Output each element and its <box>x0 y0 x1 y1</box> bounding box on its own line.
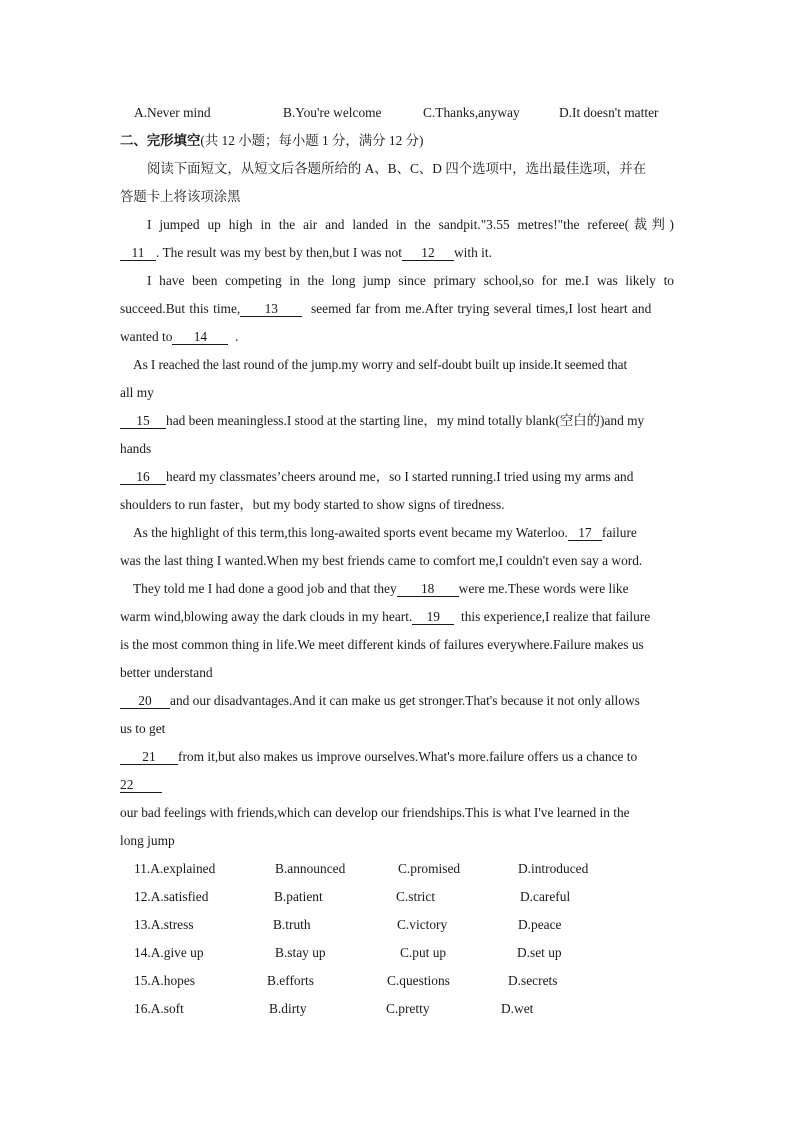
instruction-line-2: 答题卡上将该项涂黑 <box>120 189 241 204</box>
passage-line: succeed.But this time, 13 seemed far from me.After trying several times,I lost heart and <box>120 301 652 316</box>
passage-line: I have been competing in the long jump since primary school,so for me.I was likely to <box>147 273 674 288</box>
passage-line: wanted to 14 . <box>120 329 239 344</box>
blank-19: 19 <box>412 610 454 625</box>
passage-line: warm wind,blowing away the dark clouds in my heart. 19 this experience,I realize that failure <box>120 609 651 624</box>
passage-line: As I reached the last round of the jump.my worry and self-doubt built up inside.It seemed that <box>133 357 628 372</box>
passage-line: was the last thing I wanted.When my best friends came to comfort me,I couldn't even say a word. <box>120 553 643 568</box>
blank-11: 11 <box>120 246 156 261</box>
passage-line: They told me I had done a good job and that they 18 were me.These words were like <box>133 581 629 596</box>
passage-line: our bad feelings with friends,which can develop our friendships.This is what I've learned in the <box>120 805 630 820</box>
question-13: 13.A.stress B.truth C.victory D.peace <box>134 917 562 932</box>
question-15: 15.A.hopes B.efforts C.questions D.secrets <box>134 973 558 988</box>
section-title: 二、完形填空 <box>120 133 201 148</box>
blank-17: 17 <box>568 526 602 541</box>
blank-20: 20 <box>120 694 170 709</box>
passage-line: 15 had been meaningless.I stood at the starting line，my mind totally blank(空白的)and my <box>120 413 674 429</box>
passage-line: As the highlight of this term,this long-awaited sports event became my Waterloo. 17 failure <box>133 525 637 540</box>
blank-22: 22 <box>120 778 162 793</box>
prev-question-options <box>134 105 694 121</box>
passage-line: is the most common thing in life.We meet different kinds of failures everywhere.Failure makes us <box>120 637 644 652</box>
passage-line: better understand <box>120 665 213 680</box>
passage-line: I jumped up high in the air and landed in the sandpit."3.55 metres!"the referee(裁判) <box>147 217 674 232</box>
question-11: 11.A.explained B.announced C.promised D.introduced <box>134 861 589 876</box>
option-d: D.It doesn't matter <box>559 105 659 120</box>
option-b: B.You're welcome <box>283 105 382 120</box>
passage-line: long jump <box>120 833 175 848</box>
option-c: C.Thanks,anyway <box>423 105 520 120</box>
blank-14: 14 <box>172 330 228 345</box>
passage-line: 20 and our disadvantages.And it can make us get stronger.That's because it not only allows <box>120 693 674 709</box>
passage-line: 16 heard my classmates’cheers around me，so I started running.I tried using my arms and <box>120 469 674 485</box>
blank-21: 21 <box>120 750 178 765</box>
passage-line <box>120 777 674 793</box>
option-a: A.Never mind <box>134 105 211 120</box>
blank-13: 13 <box>240 302 302 317</box>
blank-15: 15 <box>120 414 166 429</box>
blank-18: 18 <box>397 582 459 597</box>
passage-line: hands <box>120 441 152 456</box>
passage-line: 11 . The result was my best by then,but I was not 12 with it. <box>120 245 674 261</box>
instruction-line-1: 阅读下面短文，从短文后各题所给的 A、B、C、D 四个选项中，选出最佳选项，并在 <box>147 161 647 176</box>
question-16: 16.A.soft B.dirty C.pretty D.wet <box>134 1001 534 1016</box>
passage-line: 21 from it,but also makes us improve ourselves.What's more.failure offers us a chance to <box>120 749 674 765</box>
section-heading <box>120 133 674 149</box>
blank-12: 12 <box>402 246 454 261</box>
passage-line: us to get <box>120 721 166 736</box>
section-note: (共 12 小题；每小题 1 分，满分 12 分) <box>200 133 424 148</box>
passage-line: all my <box>120 385 154 400</box>
passage-line: shoulders to run faster，but my body started to show signs of tiredness. <box>120 497 505 512</box>
question-14: 14.A.give up B.stay up C.put up D.set up <box>134 945 562 960</box>
blank-16: 16 <box>120 470 166 485</box>
question-12: 12.A.satisfied B.patient C.strict D.careful <box>134 889 571 904</box>
